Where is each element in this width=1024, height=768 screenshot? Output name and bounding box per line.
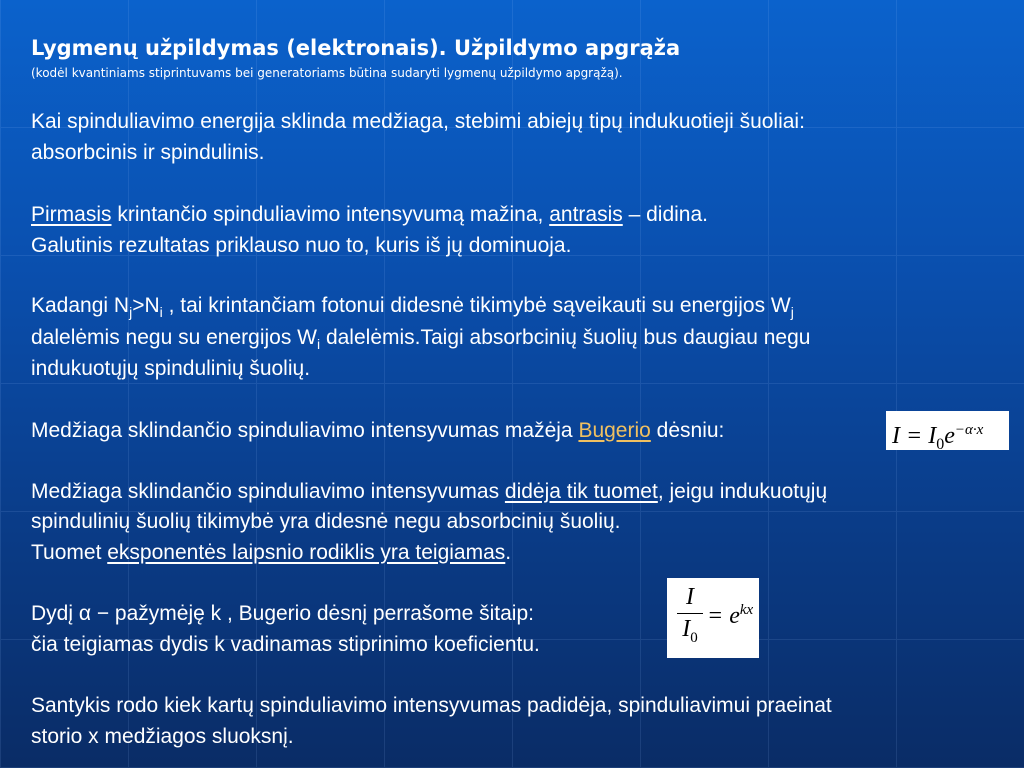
text-line: absorbcinis ir spindulinis. [31, 141, 265, 164]
text-line: indukuotųjų spindulinių šuolių. [31, 357, 311, 380]
text-line [31, 480, 827, 504]
link-eksponentes[interactable]: eksponentės laipsnio rodiklis yra teigiamas [107, 541, 506, 564]
text-line [31, 419, 724, 443]
text-line [31, 294, 794, 320]
text: Kadangi N [31, 294, 130, 317]
text-line [31, 326, 810, 352]
slide-subtitle: (kodėl kvantiniams stiprintuvams bei generatoriams būtina sudaryti lygmenų užpildymo apgrąžą). [31, 66, 623, 80]
text: , jeigu indukuotųjų [657, 480, 828, 503]
subscript: j [129, 304, 133, 321]
text: . [505, 541, 512, 564]
text: krintančio spinduliavimo intensyvumą mažina, [111, 203, 550, 226]
subscript: i [159, 304, 163, 321]
text-line [31, 541, 511, 565]
text-line: Santykis rodo kiek kartų spinduliavimo intensyvumas padidėja, spinduliavimui praeinat [31, 694, 832, 717]
link-antrasis[interactable]: antrasis [549, 203, 623, 226]
text: dalelėmis negu su energijos W [31, 326, 317, 349]
text-line: čia teigiamas dydis k vadinamas stiprinimo koeficientu. [31, 633, 540, 656]
text-line: storio x medžiagos sluoksnį. [31, 725, 294, 748]
text: >N [132, 294, 160, 317]
subscript: i [316, 336, 321, 353]
subscript: j [790, 304, 794, 321]
gain-formula: I $I_0$ = $e^{kx}$ [667, 578, 759, 658]
text: , tai krintančiam fotonui didesnė tikimybė sąveikauti su energijos W [162, 294, 791, 317]
bouguer-law-formula: $I = I_0e^{-\alpha\cdot x}$ [886, 411, 1009, 450]
text: dalelėmis.Taigi absorbcinių šuolių bus daugiau negu [320, 326, 811, 349]
text-line [31, 203, 708, 227]
text: Medžiaga sklindančio spinduliavimo intensyvumas [31, 480, 505, 503]
text: – didina. [622, 203, 708, 226]
slide-title: Lygmenų užpildymas (elektronais). Užpildymo apgrąža [31, 36, 681, 60]
text: Medžiaga sklindančio spinduliavimo intensyvumas mažėja [31, 419, 579, 442]
link-dideja[interactable]: didėja tik tuomet [504, 480, 658, 503]
text-line: Kai spinduliavimo energija sklinda medžiaga, stebimi abiejų tipų indukuotieji šuoliai: [31, 110, 805, 133]
text-line: Dydį α − pažymėję k , Bugerio dėsnį perrašome šitaip: [31, 602, 534, 625]
text: Tuomet [31, 541, 108, 564]
link-pirmasis[interactable]: Pirmasis [31, 203, 112, 226]
text-line: Galutinis rezultatas priklauso nuo to, kuris iš jų dominuoja. [31, 234, 572, 257]
link-bugerio[interactable]: Bugerio [578, 419, 651, 442]
text: dėsniu: [650, 419, 725, 442]
text-line: spindulinių šuolių tikimybė yra didesnė negu absorbcinių šuolių. [31, 510, 621, 533]
